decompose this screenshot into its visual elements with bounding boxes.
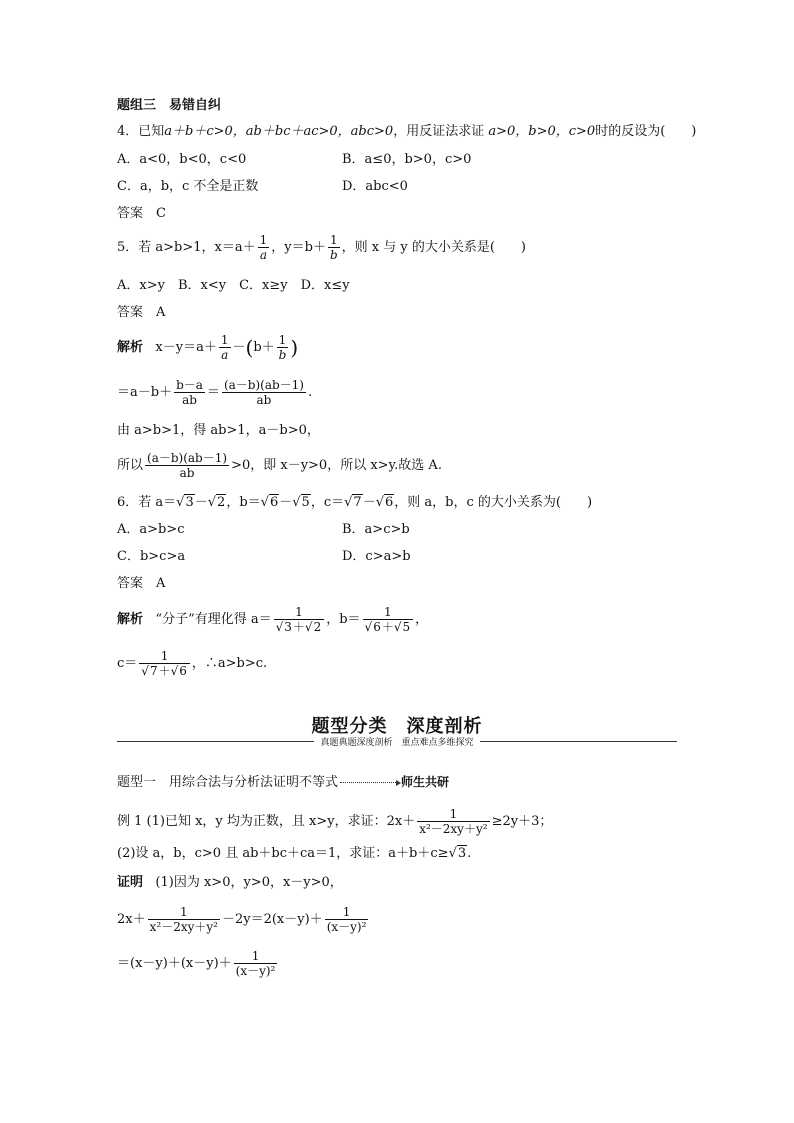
- q5-options: A．x>y B．x<y C．x≥y D．x≤y: [117, 278, 350, 293]
- operator: ＋: [381, 620, 394, 634]
- math-text: x－y＝a＋: [155, 340, 217, 355]
- q5-stem-text: ，y＝b＋: [271, 240, 326, 255]
- fraction: [234, 950, 278, 977]
- denominator: x²－2xy＋y²: [419, 822, 488, 836]
- math-text: ≥2y＋3；: [491, 814, 553, 829]
- fraction: [219, 334, 231, 361]
- math-text: ＝: [206, 385, 220, 400]
- q4-option-c: C．a，b，c 不全是正数: [117, 179, 259, 194]
- q4-stem: [117, 125, 696, 138]
- q6-option-c: C．b>c>a: [117, 549, 186, 564]
- sqrt: √7: [344, 495, 362, 510]
- math-text: “分子”有理化得 a＝: [155, 612, 272, 627]
- numerator: 1: [148, 906, 220, 920]
- radicand: 5: [402, 620, 411, 634]
- radicand: 7: [149, 664, 158, 678]
- section-title: 题型分类 深度剖析: [311, 716, 483, 737]
- example-1-line1: [117, 808, 552, 835]
- group-title: 题组三 易错自纠: [117, 98, 222, 113]
- q4-stem-text: ，用反证法求证: [393, 124, 485, 139]
- denominator: a: [221, 348, 229, 362]
- q4-stem-text: 4．已知: [117, 124, 165, 139]
- radicand: 3: [457, 846, 467, 861]
- numerator: b－a: [176, 378, 203, 392]
- radicand: 5: [301, 495, 310, 510]
- numerator: (a－b)(ab－1): [147, 451, 228, 465]
- q5-analysis-line1: 解析 x－y＝a＋ $\frac{1}{a}$ －(b＋ $\frac{1}{b}$ ): [117, 333, 299, 362]
- fraction: [174, 379, 205, 406]
- radicand: 3: [284, 620, 292, 634]
- numerator: 1: [220, 333, 229, 347]
- fraction: [363, 606, 414, 633]
- numerator: 1: [277, 334, 289, 348]
- math-text: ，b＝: [326, 612, 361, 627]
- radicand: 7: [353, 495, 362, 510]
- sqrt: √2: [207, 495, 226, 510]
- denominator: √7＋√6: [141, 664, 187, 678]
- sqrt: √3: [176, 495, 194, 510]
- fraction: [258, 234, 270, 261]
- denominator: (x－y)²: [235, 964, 276, 978]
- denominator: a: [259, 248, 268, 262]
- fraction: [222, 379, 306, 406]
- numerator: 1: [139, 650, 190, 664]
- radicand: 3: [185, 495, 194, 510]
- q6-answer: 答案 A: [117, 576, 166, 591]
- q5-stem-text: 5．若 a>b>1，x＝a＋: [117, 240, 256, 255]
- sqrt: √6: [260, 495, 279, 510]
- fraction: [277, 334, 289, 361]
- q4-expr: a＋b＋c>0，ab＋bc＋ac>0，abc>0: [164, 124, 394, 139]
- math-text: (2)设 a，b，c>0 且 ab＋bc＋ca＝1，求证：a＋b＋c≥: [117, 846, 449, 861]
- numerator: 1: [325, 906, 369, 920]
- denominator: b: [278, 348, 287, 362]
- math-text: 例 1 (1)已知 x，y 均为正数，且 x>y，求证：2x＋: [117, 814, 416, 829]
- denominator: ab: [179, 466, 195, 480]
- q6-stem: [117, 496, 592, 509]
- denominator: √6＋√5: [364, 620, 411, 634]
- denominator: (x－y)²: [326, 920, 367, 934]
- sqrt: √3: [448, 846, 467, 861]
- math-text: ，: [415, 612, 429, 627]
- q4-expr2: a>0，b>0，c>0: [488, 124, 596, 139]
- fraction: [139, 650, 190, 677]
- numerator: 1: [274, 606, 325, 620]
- q6-option-d: D．c>a>b: [342, 549, 411, 564]
- dotted-leader: [340, 782, 396, 783]
- q6-option-b: B．a>c>b: [342, 522, 410, 537]
- operator: －: [194, 495, 208, 510]
- q5-analysis-line4: [117, 452, 442, 479]
- math-text: －2y＝2(x－y)＋: [221, 912, 323, 927]
- topic-heading: [117, 776, 449, 789]
- q5-stem-text: ，则 x 与 y 的大小关系是( ): [341, 240, 526, 255]
- numerator: (a－b)(ab－1): [223, 378, 304, 392]
- q6-stem-text: ，b＝: [226, 495, 261, 510]
- operator: －: [362, 495, 376, 510]
- math-text: ＝(x－y)＋(x－y)＋: [117, 956, 232, 971]
- radicand: 6: [269, 495, 279, 510]
- q5-answer: 答案 A: [117, 305, 166, 320]
- fraction: [417, 808, 489, 835]
- operator: ＋: [292, 620, 305, 634]
- analysis-label: 解析: [117, 612, 144, 627]
- q5-analysis-line2: [117, 379, 312, 406]
- fraction: [325, 906, 369, 933]
- math-text: ，∴a>b>c.: [191, 656, 268, 671]
- section-subtitle-text: 真题典题深度剖析 重点难点多维探究: [314, 738, 479, 748]
- numerator: 1: [328, 234, 340, 248]
- q4-stem-text: 时的反设为( ): [595, 124, 697, 139]
- denominator: x²－2xy＋y²: [149, 920, 218, 934]
- math-text: 所以: [117, 458, 144, 473]
- q4-option-a: A．a<0，b<0，c<0: [117, 152, 247, 167]
- math-text: .: [307, 385, 313, 400]
- operator: ＋: [158, 664, 171, 678]
- denominator: ab: [182, 393, 197, 407]
- math-text: ＝a－b＋: [117, 385, 173, 400]
- math-text: 2x＋: [117, 912, 146, 927]
- q6-stem-text: ，c＝: [310, 495, 345, 510]
- q4-option-b: B．a≤0，b>0，c>0: [342, 152, 472, 167]
- proof-line1: [117, 906, 370, 933]
- math-text: －: [232, 340, 246, 355]
- fraction: [148, 906, 220, 933]
- numerator: 1: [363, 606, 414, 620]
- math-text: b＋: [253, 340, 275, 355]
- operator: －: [279, 495, 293, 510]
- denominator: b: [329, 248, 338, 262]
- fraction: [328, 234, 340, 261]
- numerator: 1: [234, 950, 278, 964]
- math-text: .: [467, 846, 472, 861]
- sqrt: √5: [292, 495, 310, 510]
- proof-label: 证明: [117, 875, 144, 890]
- q6-analysis-line1: [117, 606, 428, 633]
- analysis-label: 解析: [117, 340, 144, 355]
- fraction: [145, 452, 229, 479]
- topic-label: 题型一 用综合法与分析法证明不等式: [117, 775, 339, 790]
- proof-line0: [117, 876, 343, 889]
- example-1-line2: [117, 847, 471, 860]
- topic-tag: 师生共研: [401, 775, 450, 789]
- section-subtitle: [0, 735, 794, 748]
- q5-analysis-line3: 由 a>b>1，得 ab>1，a－b>0，: [117, 423, 320, 438]
- denominator: √3＋√2: [275, 620, 322, 634]
- math-text: >0，即 x－y>0，所以 x>y.故选 A.: [231, 458, 442, 473]
- q6-analysis-line2: [117, 650, 267, 677]
- proof-line2: [117, 950, 279, 977]
- fraction: [274, 606, 325, 633]
- q5-stem: [117, 234, 526, 261]
- denominator: ab: [256, 393, 272, 407]
- sqrt: √6: [375, 495, 394, 510]
- radicand: 2: [313, 620, 322, 634]
- radicand: 6: [179, 664, 187, 678]
- math-text: (1)因为 x>0，y>0，x－y>0，: [155, 875, 343, 890]
- radicand: 6: [373, 620, 381, 634]
- math-text: c＝: [117, 656, 138, 671]
- radicand: 2: [217, 495, 226, 510]
- q4-answer: 答案 C: [117, 206, 166, 221]
- numerator: 1: [417, 808, 489, 822]
- radicand: 6: [385, 495, 394, 510]
- q4-option-d: D．abc<0: [342, 179, 408, 194]
- q6-stem-text: 6．若 a＝: [117, 495, 177, 510]
- numerator: 1: [259, 233, 268, 247]
- q6-stem-text: ，则 a，b，c 的大小关系为( ): [394, 495, 593, 510]
- q6-option-a: A．a>b>c: [117, 522, 185, 537]
